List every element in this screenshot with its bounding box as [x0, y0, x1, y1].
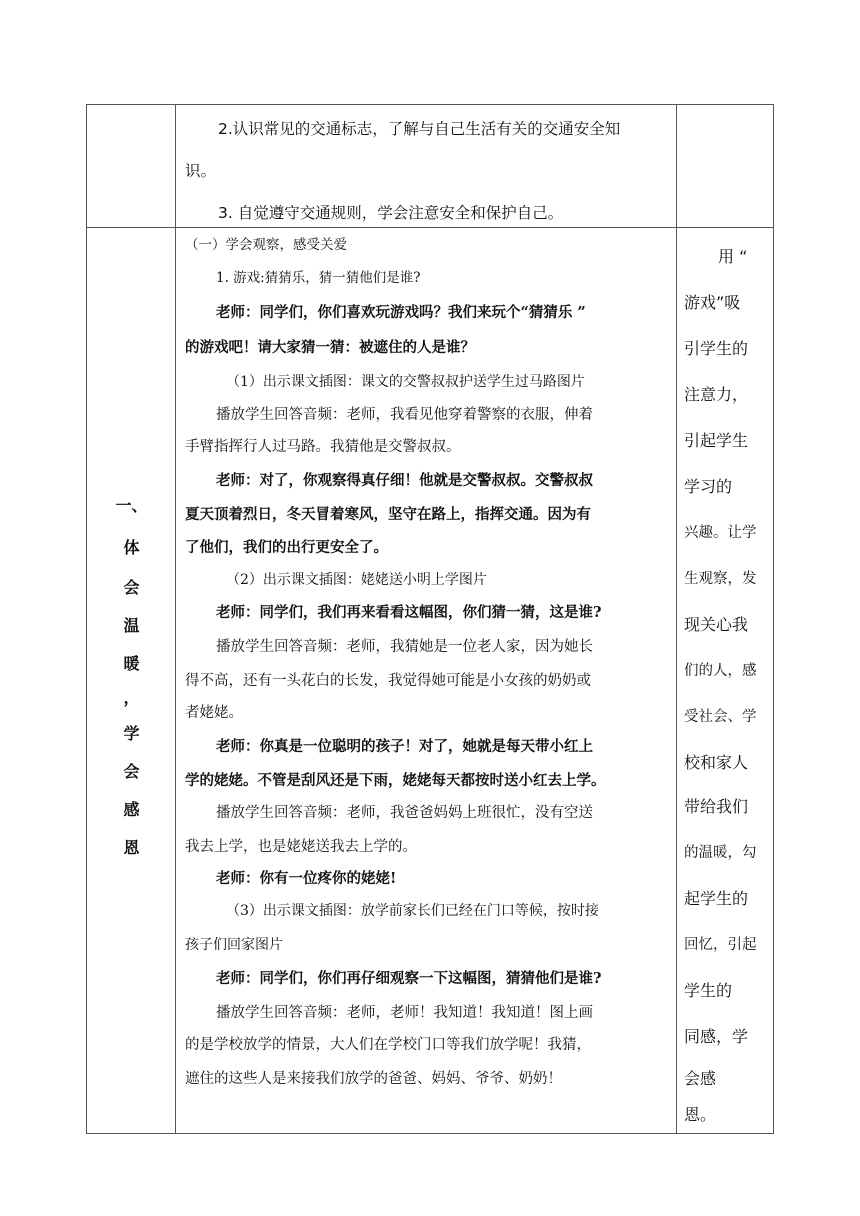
design-intent-line: 带给我们: [684, 797, 749, 816]
teacher-line: 了他们，我们的出行更安全了。: [185, 539, 388, 556]
design-intent-line: 恩。: [684, 1105, 717, 1124]
design-intent-line: 的温暖，勾: [684, 845, 757, 861]
design-intent-line: 会感: [684, 1069, 717, 1088]
row-divider: [87, 227, 773, 228]
student-line: 者姥姥。: [185, 705, 243, 721]
section-title-char: 学: [123, 724, 140, 743]
student-line: 的是学校放学的情景，大人们在学校门口等我们放学呢！我猜，: [185, 1037, 591, 1053]
section-title-char: 一、: [115, 496, 148, 515]
design-intent-line: 引学生的: [684, 339, 749, 358]
design-intent-line: 兴趣。让学: [684, 525, 757, 541]
teacher-line: 夏天顶着烈日，冬天冒着寒风，坚守在路上，指挥交通。因为有: [185, 506, 591, 523]
section-title-char: 会: [123, 762, 140, 781]
step-heading: （1）出示课文插图：课文的交警叔叔护送学生过马路图片: [226, 374, 585, 390]
step-heading: （3）出示课文插图：放学前家长们已经在门口等候，按时接: [226, 903, 599, 919]
activity-heading: 1. 游戏:猜猜乐，猜一猜他们是谁?: [216, 270, 421, 286]
student-line: 遮住的这些人是来接我们放学的爸爸、妈妈、爷爷、奶奶！: [185, 1071, 562, 1087]
design-intent-line: 学生的: [684, 981, 733, 1000]
step-heading: 孩子们回家图片: [185, 937, 283, 953]
design-intent-line: 现关心我: [684, 615, 749, 634]
design-intent-line: 生观察，发: [684, 571, 757, 587]
teacher-line: 学的姥姥。不管是刮风还是下雨，姥姥每天都按时送小红去上学。: [185, 772, 606, 789]
student-line: 我去上学，也是姥姥送我去上学的。: [185, 839, 417, 855]
teacher-line: 老师：同学们，你们喜欢玩游戏吗？我们来玩个“猜猜乐 ”: [216, 304, 586, 321]
objective-line: 2.认识常见的交通标志，了解与自己生活有关的交通安全知: [218, 120, 621, 138]
section-title-char: 温: [123, 616, 140, 635]
section-title-char: 感: [123, 800, 140, 819]
student-line: 播放学生回答音频：老师，老师！我知道！我知道！图上画: [216, 1005, 593, 1021]
design-intent-line: 游戏”吸: [684, 293, 741, 312]
teacher-line: 老师：同学们，你们再仔细观察一下这幅图，猜猜他们是谁?: [216, 970, 602, 987]
teacher-line: 老师：你真是一位聪明的孩子！对了，她就是每天带小红上: [216, 738, 593, 755]
section-title-char: 恩: [123, 838, 140, 857]
objective-line: 3. 自觉遵守交通规则，学会注意安全和保护自己。: [218, 204, 564, 222]
student-line: 手臂指挥行人过马路。我猜他是交警叔叔。: [185, 439, 461, 455]
design-intent-line: 起学生的: [684, 889, 749, 908]
teacher-line: 的游戏吧！请大家猜一猜：被遮住的人是谁？: [185, 339, 475, 356]
teacher-line: 老师：你有一位疼你的姥姥!: [216, 870, 397, 887]
section-title-char: 会: [123, 578, 140, 597]
design-intent-line: 受社会、学: [684, 709, 757, 725]
step-heading: （2）出示课文插图：姥姥送小明上学图片: [226, 572, 487, 588]
design-intent-line: 校和家人: [684, 753, 749, 772]
design-intent-line: 同感，学: [684, 1027, 749, 1046]
design-intent-line: 注意力，: [684, 385, 749, 404]
design-intent-line: 学习的: [684, 477, 733, 496]
student-line: 播放学生回答音频：老师，我猜她是一位老人家，因为她长: [216, 639, 593, 655]
section-title-char: 体: [123, 538, 140, 557]
subsection-heading: （一）学会观察，感受关爱: [185, 237, 347, 253]
teacher-line: 老师：对了，你观察得真仔细！他就是交警叔叔。交警叔叔: [216, 472, 593, 489]
objective-line: 识。: [185, 162, 217, 180]
design-intent-line: 用 “: [718, 247, 748, 266]
section-title-char: 暖: [123, 654, 140, 673]
column-divider: [676, 105, 677, 1133]
design-intent-line: 引起学生: [684, 431, 749, 450]
teacher-line: 老师：同学们，我们再来看看这幅图，你们猜一猜，这是谁?: [216, 604, 602, 621]
student-line: 播放学生回答音频：老师，我看见他穿着警察的衣服，伸着: [216, 407, 593, 423]
section-title-char: ，: [123, 688, 140, 707]
design-intent-line: 回忆，引起: [684, 937, 757, 953]
student-line: 得不高，还有一头花白的长发，我觉得她可能是小女孩的奶奶或: [185, 673, 591, 689]
design-intent-line: 们的人，感: [684, 663, 757, 679]
student-line: 播放学生回答音频：老师，我爸爸妈妈上班很忙，没有空送: [216, 805, 593, 821]
